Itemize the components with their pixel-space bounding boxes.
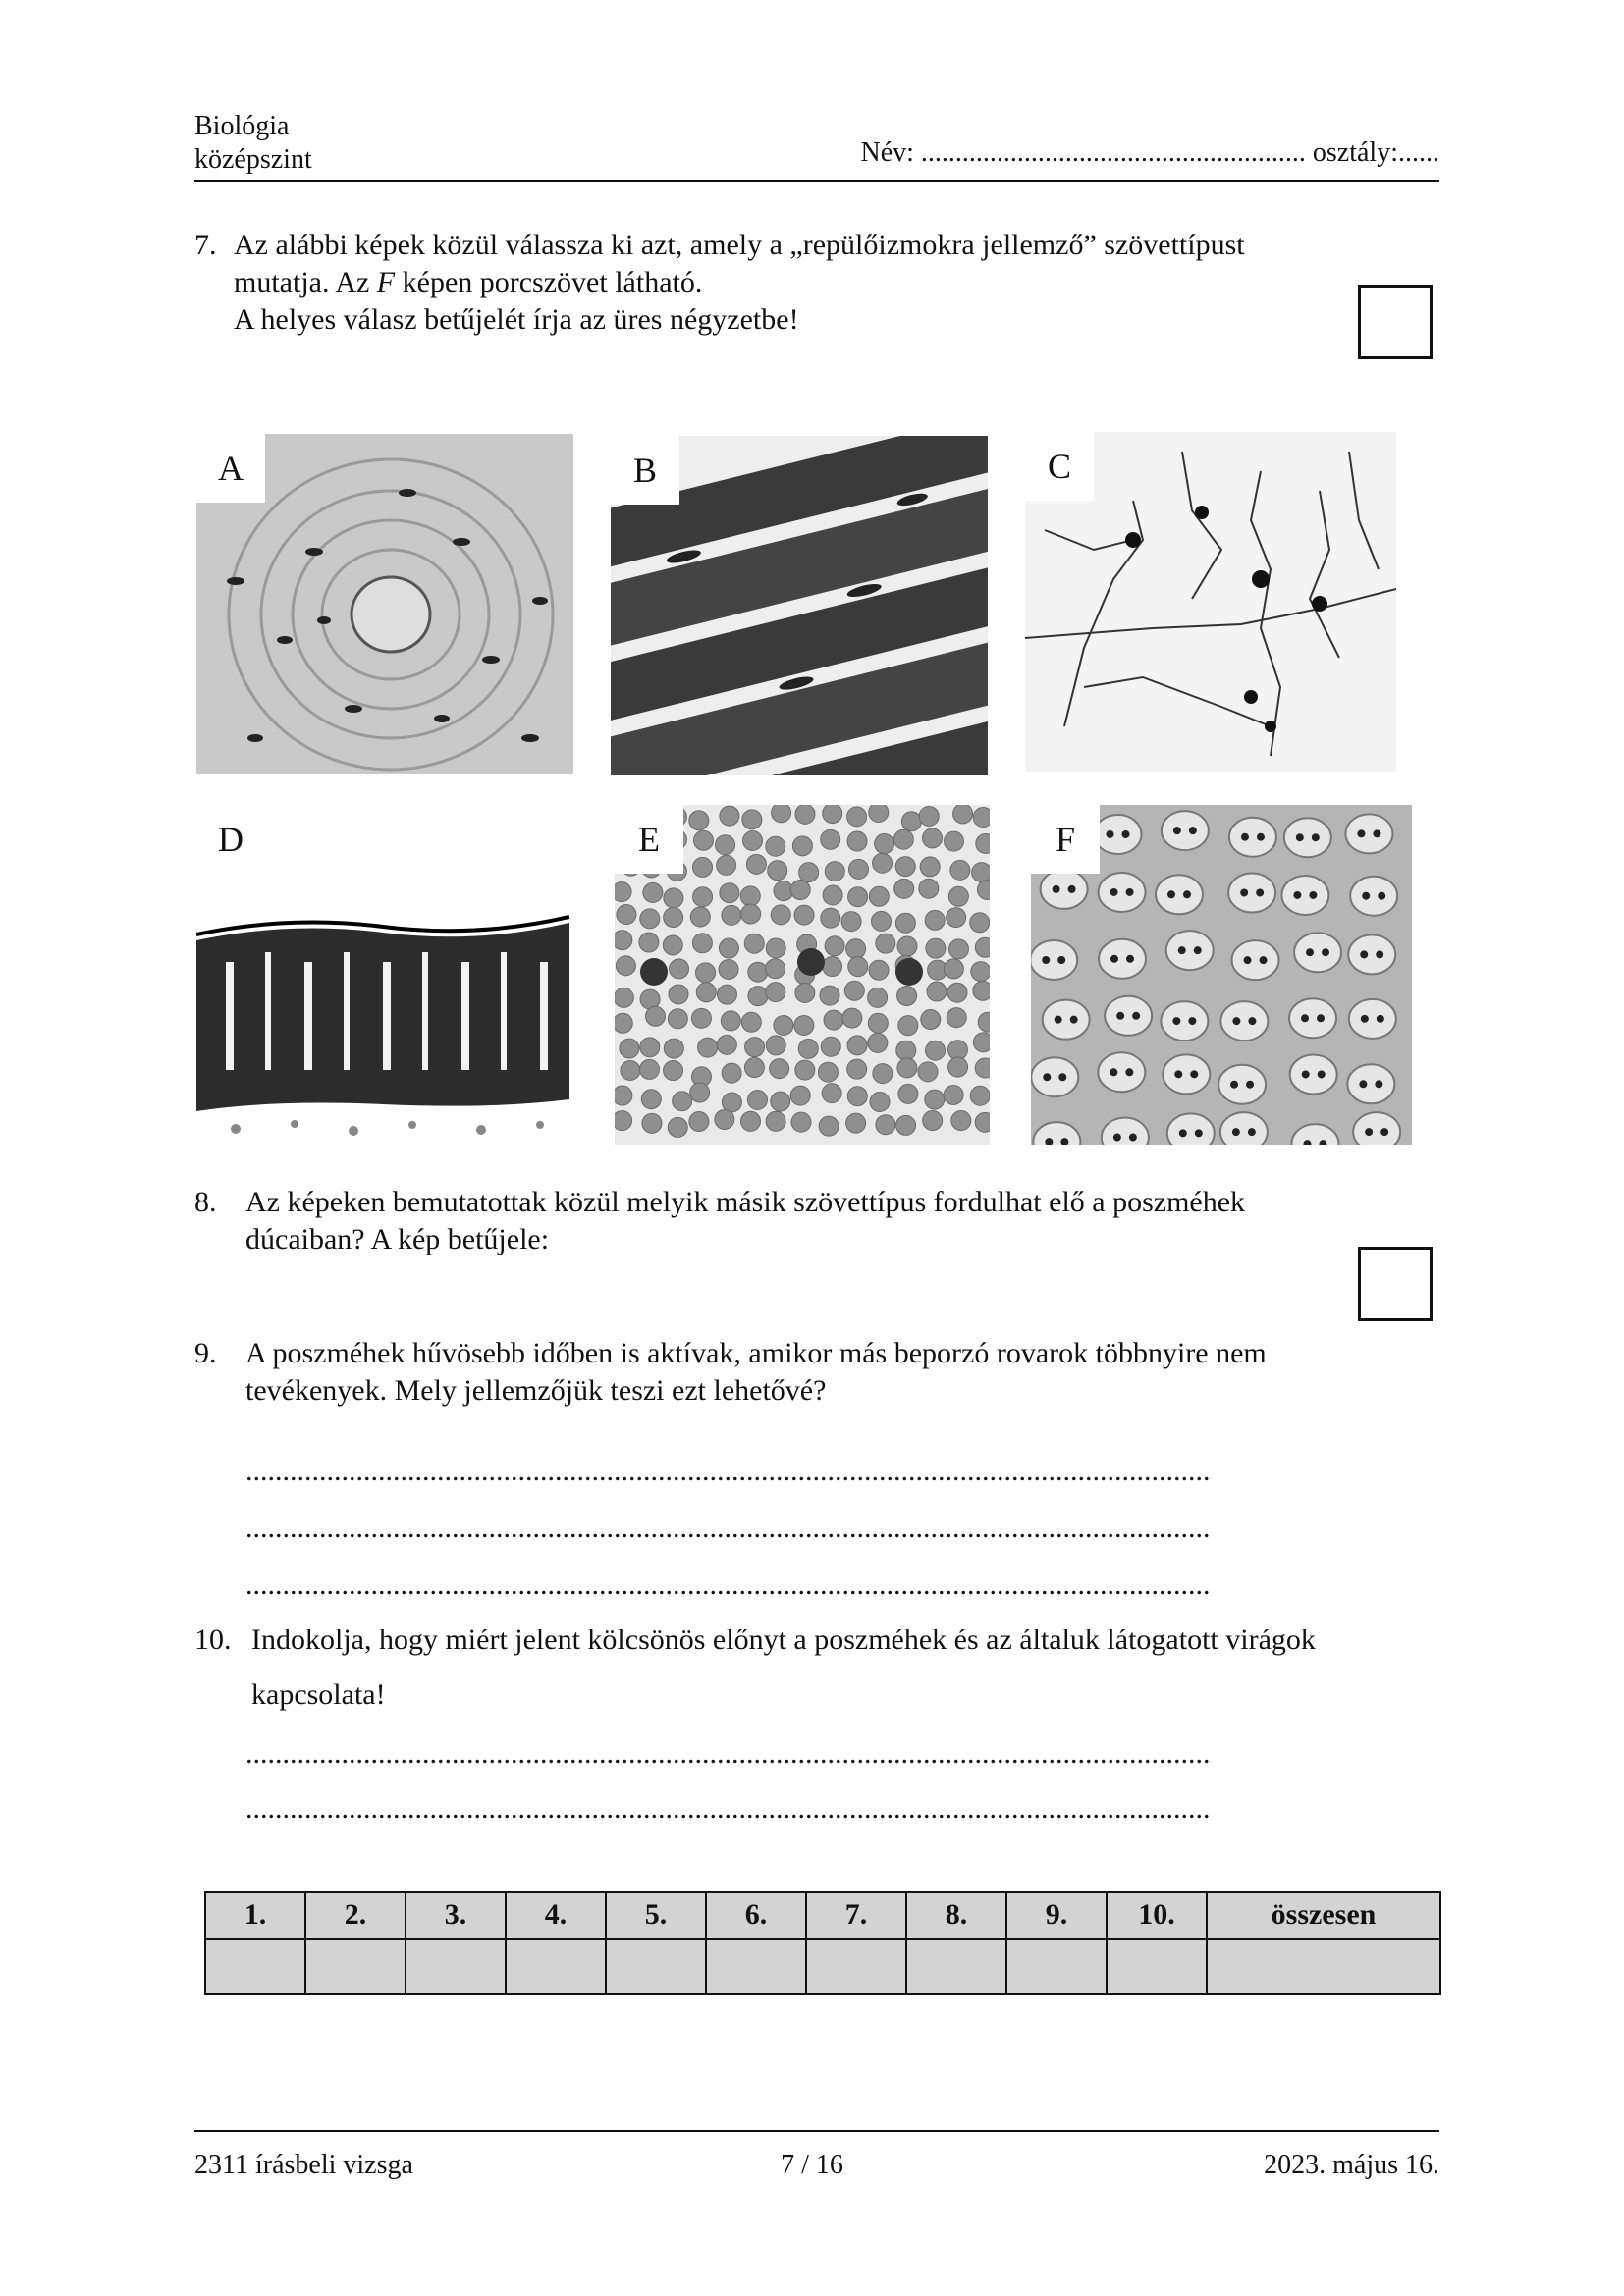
question-9-line2: tevékenyek. Mely jellemzőjük teszi ezt lehetővé? xyxy=(245,1374,827,1407)
header-divider xyxy=(194,180,1439,182)
answer-line-q10-1[interactable]: ................................................................................................................................... xyxy=(245,1737,1211,1770)
answer-line-q9-1[interactable]: ................................................................................................................................... xyxy=(245,1455,1211,1487)
answer-line-q9-3[interactable]: ................................................................................................................................... xyxy=(245,1569,1211,1601)
score-cell-6[interactable] xyxy=(706,1939,806,1994)
question-number: 9. xyxy=(194,1337,217,1369)
question-7 xyxy=(194,227,1439,339)
footer-date: 2023. május 16. xyxy=(1264,2150,1439,2180)
score-header-8: 8. xyxy=(906,1892,1006,1939)
image-c xyxy=(1025,432,1396,772)
question-9-line1: A poszméhek hűvösebb időben is aktívak, amikor más beporzó rovarok többnyire nem xyxy=(245,1337,1267,1369)
score-cell-4[interactable] xyxy=(506,1939,606,1994)
question-number: 10. xyxy=(194,1624,232,1656)
score-header-3: 3. xyxy=(406,1892,506,1939)
score-cell-10[interactable] xyxy=(1107,1939,1207,1994)
score-header-2: 2. xyxy=(305,1892,406,1939)
question-number: 7. xyxy=(194,229,217,261)
image-e-label: E xyxy=(615,805,683,874)
image-a-label: A xyxy=(196,434,265,503)
score-cell-total[interactable] xyxy=(1207,1939,1440,1994)
image-f xyxy=(1031,805,1412,1145)
score-header-total: összesen xyxy=(1207,1892,1440,1939)
score-table xyxy=(204,1891,1441,1995)
image-d xyxy=(196,805,569,1145)
footer-divider xyxy=(194,2130,1439,2132)
question-9-text xyxy=(194,1335,1439,1410)
score-header-9: 9. xyxy=(1006,1892,1107,1939)
answer-box-q7[interactable] xyxy=(1358,285,1433,359)
score-cell-7[interactable] xyxy=(806,1939,906,1994)
name-class-field[interactable]: Név: ........................................................ osztály:...... xyxy=(860,137,1439,168)
answer-line-q9-2[interactable]: ................................................................................................................................... xyxy=(245,1512,1211,1544)
image-c-label: C xyxy=(1025,432,1094,501)
score-header-10: 10. xyxy=(1107,1892,1207,1939)
question-10-line2: kapcsolata! xyxy=(251,1679,386,1711)
answer-box-q8[interactable] xyxy=(1358,1247,1433,1321)
question-7-line1: Az alábbi képek közül válassza ki azt, amely a „repülőizmokra jellemző” szövettípust xyxy=(234,229,1245,261)
question-8 xyxy=(194,1184,1439,1258)
subject-level: középszint xyxy=(194,144,312,175)
image-e xyxy=(615,805,990,1145)
score-header-1: 1. xyxy=(205,1892,305,1939)
question-7-line3: A helyes válasz betűjelét írja az üres négyzetbe! xyxy=(234,303,799,336)
score-cell-8[interactable] xyxy=(906,1939,1006,1994)
question-7-text xyxy=(194,227,1439,339)
question-8-text xyxy=(194,1184,1439,1258)
image-d-label: D xyxy=(196,805,265,874)
question-8-line2: dúcaiban? A kép betűjele: xyxy=(245,1223,550,1255)
image-b xyxy=(611,436,988,775)
question-10-text xyxy=(194,1622,1439,1714)
score-cell-1[interactable] xyxy=(205,1939,305,1994)
score-header-7: 7. xyxy=(806,1892,906,1939)
score-cell-2[interactable] xyxy=(305,1939,406,1994)
score-cell-5[interactable] xyxy=(606,1939,706,1994)
image-a xyxy=(196,434,573,774)
score-table-header-row xyxy=(205,1892,1440,1939)
answer-line-q10-2[interactable]: ................................................................................................................................... xyxy=(245,1792,1211,1825)
subject-name: Biológia xyxy=(194,111,290,141)
image-b-label: B xyxy=(611,436,679,505)
footer-exam-id: 2311 írásbeli vizsga xyxy=(194,2150,413,2180)
image-f-label: F xyxy=(1031,805,1100,874)
question-number: 8. xyxy=(194,1186,217,1218)
question-9 xyxy=(194,1335,1439,1410)
score-cell-3[interactable] xyxy=(406,1939,506,1994)
question-10 xyxy=(194,1622,1439,1714)
question-10-line1: Indokolja, hogy miért jelent kölcsönös előnyt a poszméhek és az általuk látogatott virágok xyxy=(251,1624,1316,1656)
header-subject xyxy=(194,110,312,177)
score-header-4: 4. xyxy=(506,1892,606,1939)
score-header-6: 6. xyxy=(706,1892,806,1939)
score-header-5: 5. xyxy=(606,1892,706,1939)
score-cell-9[interactable] xyxy=(1006,1939,1107,1994)
question-7-line2: mutatja. Az F képen porcszövet látható. xyxy=(234,266,703,298)
footer-page-number: 7 / 16 xyxy=(781,2150,843,2180)
question-8-line1: Az képeken bemutatottak közül melyik másik szövettípus fordulhat elő a poszméhek xyxy=(245,1186,1246,1218)
score-table-value-row xyxy=(205,1939,1440,1994)
